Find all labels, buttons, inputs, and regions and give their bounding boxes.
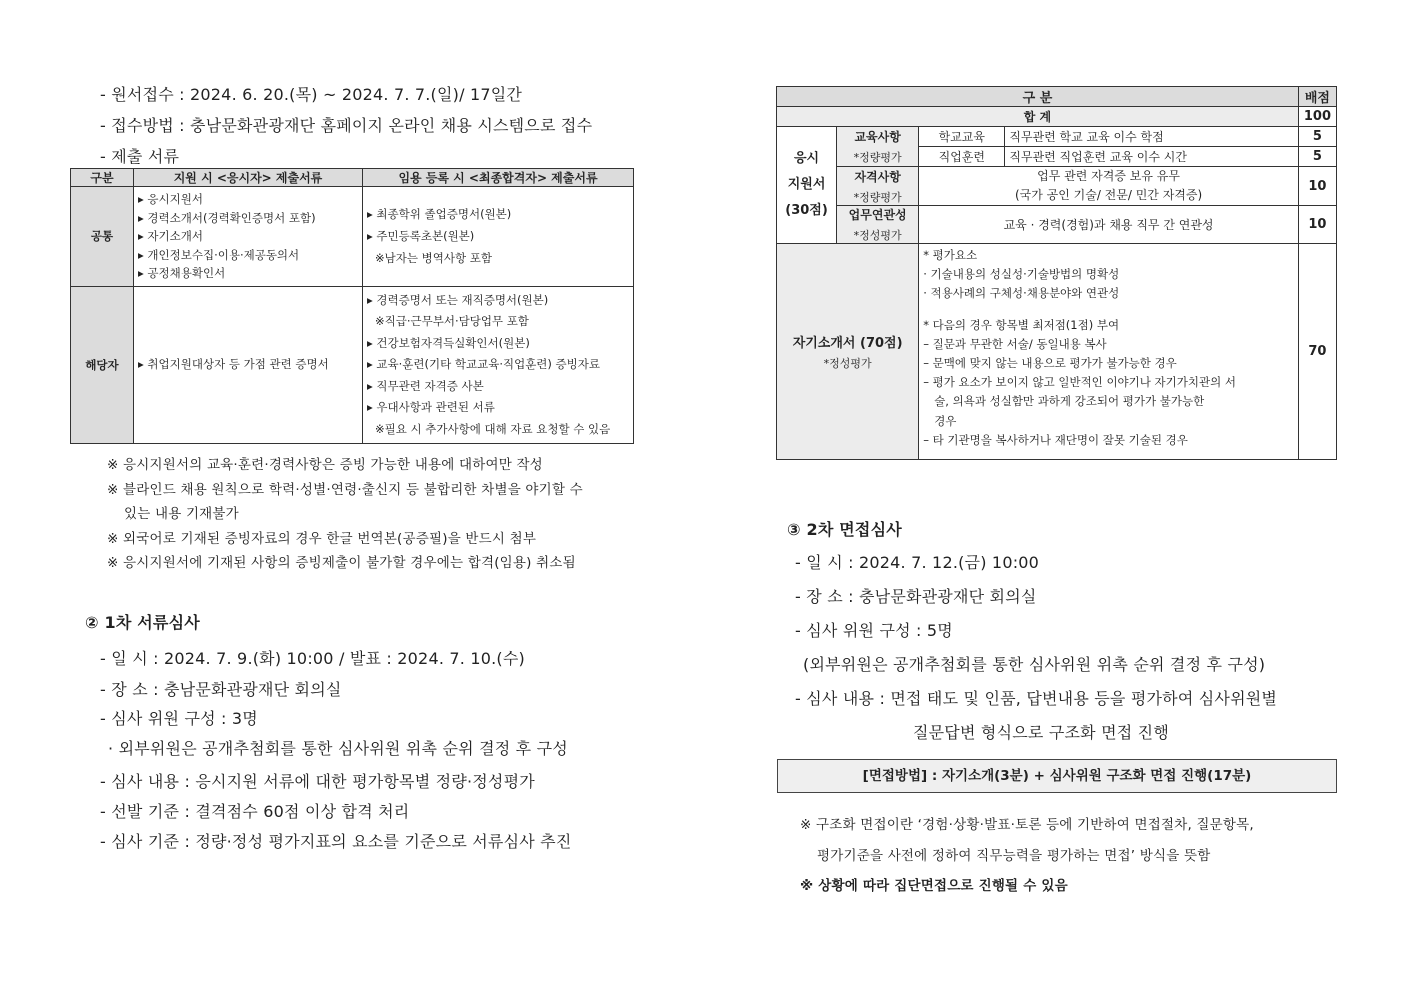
relevance-label [837, 206, 919, 244]
intro-line: 경우 [923, 413, 957, 428]
list-item: ※남자는 병역사항 포함 [375, 251, 492, 266]
list-item: ▸ 개인정보수집·이용·제공동의서 [138, 247, 300, 262]
list-item: ▸ 주민등록초본(원본) [367, 229, 475, 244]
intro-line: * 평가요소 [923, 248, 978, 262]
intro-line: – 문맥에 맞지 않는 내용으로 평가가 불가능한 경우 [923, 356, 1177, 371]
application-method: - 접수방법 : 충남문화관광재단 홈페이지 온라인 채용 시스템으로 접수 [100, 116, 593, 135]
cert-sub: *정량평가 [853, 190, 902, 204]
note-2-cont: 있는 내용 기재불가 [124, 506, 239, 522]
common-apply-list [134, 187, 363, 287]
section2-place: - 장 소 : 충남문화관광재단 회의실 [100, 680, 342, 699]
target-final-list [363, 286, 634, 444]
section2-committee: - 심사 위원 구성 : 3명 [100, 709, 258, 728]
header-score: 배점 [1298, 87, 1336, 107]
cert-label [837, 167, 919, 206]
list-item: ※필요 시 추가사항에 대해 자료 요청할 수 있음 [375, 421, 611, 436]
intro-score: 70 [1298, 244, 1336, 460]
target-apply-list [134, 286, 363, 444]
list-item: ▸ 우대사항과 관련된 서류 [367, 400, 495, 414]
education-title: 교육사항 [854, 130, 901, 144]
header-apply-docs: 지원 시 <응시자> 제출서류 [134, 169, 363, 187]
section3-content-cont: 질문답변 형식으로 구조화 면접 진행 [913, 723, 1169, 742]
list-item: ▸ 응시지원서 [138, 192, 203, 206]
interview-note-1-cont: 평가기준을 사전에 정하여 직무능력을 평가하는 면접’ 방식을 뜻함 [817, 848, 1211, 864]
cert-desc [919, 167, 1299, 206]
intro-title: 자기소개서 (70점) [792, 336, 903, 351]
cert-desc-1: 업무 관련 자격증 보유 유무 [1037, 169, 1180, 183]
application-label-2: 지원서 [787, 177, 826, 192]
note-4: ※ 응시지원서에 기재된 사항의 증빙제출이 불가할 경우에는 합격(임용) 취소됨 [107, 555, 576, 571]
note-1: ※ 응시지원서의 교육·훈련·경력사항은 증빙 가능한 내용에 대하여만 작성 [107, 457, 543, 473]
header-category: 구분 [71, 169, 134, 187]
section3-content: - 심사 내용 : 면접 태도 및 인품, 답변내용 등을 평가하여 심사위원별 [795, 689, 1278, 708]
section3-place: - 장 소 : 충남문화관광재단 회의실 [795, 587, 1037, 606]
section3-committee: - 심사 위원 구성 : 5명 [795, 621, 953, 640]
list-item: ▸ 자기소개서 [138, 229, 203, 243]
section2-title: ② 1차 서류심사 [85, 613, 200, 632]
list-item: ▸ 교육·훈련(기타 학교교육·직업훈련) 증빙자료 [367, 357, 600, 371]
row-label-common: 공통 [71, 187, 134, 287]
cert-title: 자격사항 [854, 169, 901, 184]
documents-heading: - 제출 서류 [100, 147, 180, 166]
edu-school-score: 5 [1298, 127, 1336, 147]
relevance-desc: 교육 · 경력(경험)과 채용 직무 간 연관성 [919, 206, 1299, 244]
interview-note-2: ※ 상황에 따라 집단면접으로 진행될 수 있음 [800, 878, 1068, 894]
score-table [776, 86, 1337, 460]
section3-title: ③ 2차 면접심사 [787, 520, 902, 539]
intro-sub: *정성평가 [823, 357, 872, 370]
application-label-3: (30점) [785, 203, 828, 218]
intro-criteria [919, 244, 1299, 460]
section3-date: - 일 시 : 2024. 7. 12.(금) 10:00 [795, 553, 1040, 572]
cert-desc-2: (국가 공인 기술/ 전문/ 민간 자격증) [1014, 188, 1203, 202]
application-label [777, 127, 837, 244]
list-item: ▸ 경력소개서(경력확인증명서 포함) [138, 210, 316, 225]
edu-job: 직업훈련 [919, 147, 1005, 167]
section2-standard: - 심사 기준 : 정량·정성 평가지표의 요소를 기준으로 서류심사 추진 [100, 832, 572, 851]
list-item: ▸ 공정채용확인서 [138, 266, 226, 280]
row-label-target: 해당자 [71, 286, 134, 444]
intro-label [777, 244, 919, 460]
intro-line: · 적용사례의 구체성·채용분야와 연관성 [923, 286, 1120, 301]
header-final-docs: 임용 등록 시 <최종합격자> 제출서류 [363, 169, 634, 187]
section2-date: - 일 시 : 2024. 7. 9.(화) 10:00 / 발표 : 2024. 7. 10.(수) [100, 649, 525, 668]
education-label [837, 127, 919, 167]
intro-line: – 질문과 무관한 서술/ 동일내용 복사 [923, 336, 1107, 351]
education-sub: *정량평가 [853, 151, 902, 164]
common-final-list [363, 187, 634, 287]
edu-school-desc: 직무관련 학교 교육 이수 학점 [1005, 127, 1299, 147]
documents-table [70, 168, 634, 444]
section2-content: - 심사 내용 : 응시지원 서류에 대한 평가항목별 정량·정성평가 [100, 772, 535, 791]
intro-line: 술, 의욕과 성실함만 과하게 강조되어 평가가 불가능한 [923, 394, 1205, 409]
interview-note-1: ※ 구조화 면접이란 ‘경험·상황·발표·토론 등에 기반하여 면접절차, 질문항목, [800, 817, 1254, 833]
total-score: 100 [1298, 107, 1336, 127]
interview-method-box: [면접방법] : 자기소개(3분) + 심사위원 구조화 면접 진행(17분) [777, 759, 1337, 793]
list-item: ▸ 건강보험자격득실확인서(원본) [367, 335, 530, 350]
edu-school: 학교교육 [919, 127, 1005, 147]
section3-committee-note: (외부위원은 공개추첨회를 통한 심사위원 위촉 순위 결정 후 구성) [803, 655, 1266, 674]
total-label: 합 계 [777, 107, 1299, 127]
section2-criteria: - 선발 기준 : 결격점수 60점 이상 합격 처리 [100, 802, 410, 821]
list-item: ▸ 경력증명서 또는 재직증명서(원본) [367, 292, 549, 307]
intro-line: · 기술내용의 성실성·기술방법의 명확성 [923, 267, 1120, 282]
cert-score: 10 [1298, 167, 1336, 206]
application-period: - 원서접수 : 2024. 6. 20.(목) ~ 2024. 7. 7.(일)/ 17일간 [100, 85, 523, 104]
list-item: ▸ 취업지원대상자 등 가점 관련 증명서 [138, 357, 329, 372]
relevance-score: 10 [1298, 206, 1336, 244]
list-item: ▸ 직무관련 자격증 사본 [367, 378, 484, 393]
relevance-sub: *정성평가 [853, 229, 902, 242]
edu-job-desc: 직무관련 직업훈련 교육 이수 시간 [1005, 147, 1299, 167]
list-item: ▸ 최종학위 졸업증명서(원본) [367, 207, 512, 222]
section2-committee-note: · 외부위원은 공개추첨회를 통한 심사위원 위촉 순위 결정 후 구성 [108, 739, 568, 758]
intro-line: – 타 기관명을 복사하거나 재단명이 잘못 기술된 경우 [923, 432, 1188, 447]
application-label-1: 응시 [793, 151, 820, 166]
intro-line [923, 304, 1298, 316]
note-2: ※ 블라인드 채용 원칙으로 학력·성별·연령·출신지 등 불합리한 차별을 야기할 수 [107, 482, 583, 498]
list-item: ※직급·근무부서·담당업무 포함 [375, 314, 529, 328]
note-3: ※ 외국어로 기재된 증빙자료의 경우 한글 번역본(공증필)을 반드시 첨부 [107, 531, 537, 547]
intro-line: * 다음의 경우 항목별 최저점(1점) 부여 [923, 317, 1120, 332]
edu-job-score: 5 [1298, 147, 1336, 167]
header-gubun: 구 분 [777, 87, 1299, 107]
relevance-title: 업무연관성 [848, 208, 907, 222]
intro-line: – 평가 요소가 보이지 않고 일반적인 이야기나 자기가치관의 서 [923, 375, 1236, 390]
